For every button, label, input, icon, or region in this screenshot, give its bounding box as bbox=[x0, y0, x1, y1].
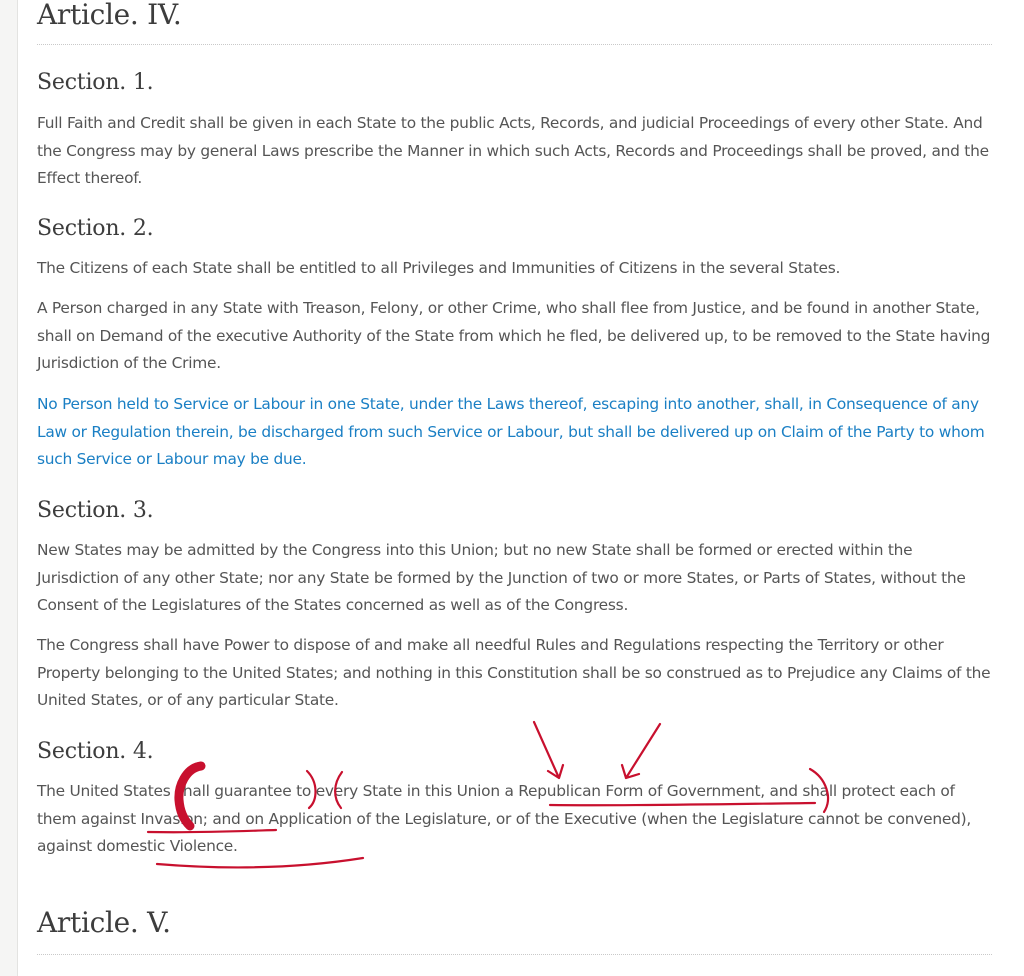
section-1-title: Section. 1. bbox=[37, 70, 154, 95]
article-4-title: Article. IV. bbox=[37, 0, 182, 31]
annotation-arrow-left bbox=[534, 722, 563, 778]
annotation-arrow-right bbox=[622, 724, 660, 778]
section-3-paragraph-1: New States may be admitted by the Congress into this Union; but no new State shall be formed or erected within the Jurisdiction of any other State; nor any State be formed by the Junction of two or more States, or Parts of States, without the Consent of the Legislatures of the States concerned as well as of the Congress. bbox=[37, 541, 966, 614]
section-1-paragraph-1: Full Faith and Credit shall be given in each State to the public Acts, Records, and judicial Proceedings of every other State. And the Congress may by general Laws prescribe the Manner in which such Acts, Records and Proceedings shall be proved, and the Effect thereof. bbox=[37, 114, 989, 187]
section-2-paragraph-2: A Person charged in any State with Treason, Felony, or other Crime, who shall flee from Justice, and be found in another State, shall on Demand of the executive Authority of the State from which he fled, be delivered up, to be removed to the State having Jurisdiction of the Crime. bbox=[37, 299, 991, 372]
section-4-title: Section. 4. bbox=[37, 739, 154, 764]
section-2-title: Section. 2. bbox=[37, 216, 154, 241]
article-5-divider bbox=[37, 954, 992, 955]
article-5-title: Article. V. bbox=[37, 906, 171, 939]
section-2-paragraph-3-highlighted[interactable]: No Person held to Service or Labour in one State, under the Laws thereof, escaping into another, shall, in Consequence of any Law or Regulation therein, be discharged from such Service or Labour, but shall be delivered up on Claim of the Party to whom such Service or Labour may be due. bbox=[37, 395, 985, 468]
article-4-divider bbox=[37, 44, 992, 45]
left-margin-bar bbox=[0, 0, 18, 976]
section-3-title: Section. 3. bbox=[37, 498, 154, 523]
section-4-paragraph-1: The United States shall guarantee to every State in this Union a Republican Form of Government, and shall protect each of them against Invasion; and on Application of the Legislature, or of the Executive (when the Legislature cannot be convened), against domestic Violence. bbox=[37, 782, 971, 855]
section-2-paragraph-1: The Citizens of each State shall be entitled to all Privileges and Immunities of Citizens in the several States. bbox=[37, 259, 841, 277]
section-3-paragraph-2: The Congress shall have Power to dispose of and make all needful Rules and Regulations respecting the Territory or other Property belonging to the United States; and nothing in this Constitution shall be so construed as to Prejudice any Claims of the United States, or of any particular State. bbox=[37, 636, 991, 709]
